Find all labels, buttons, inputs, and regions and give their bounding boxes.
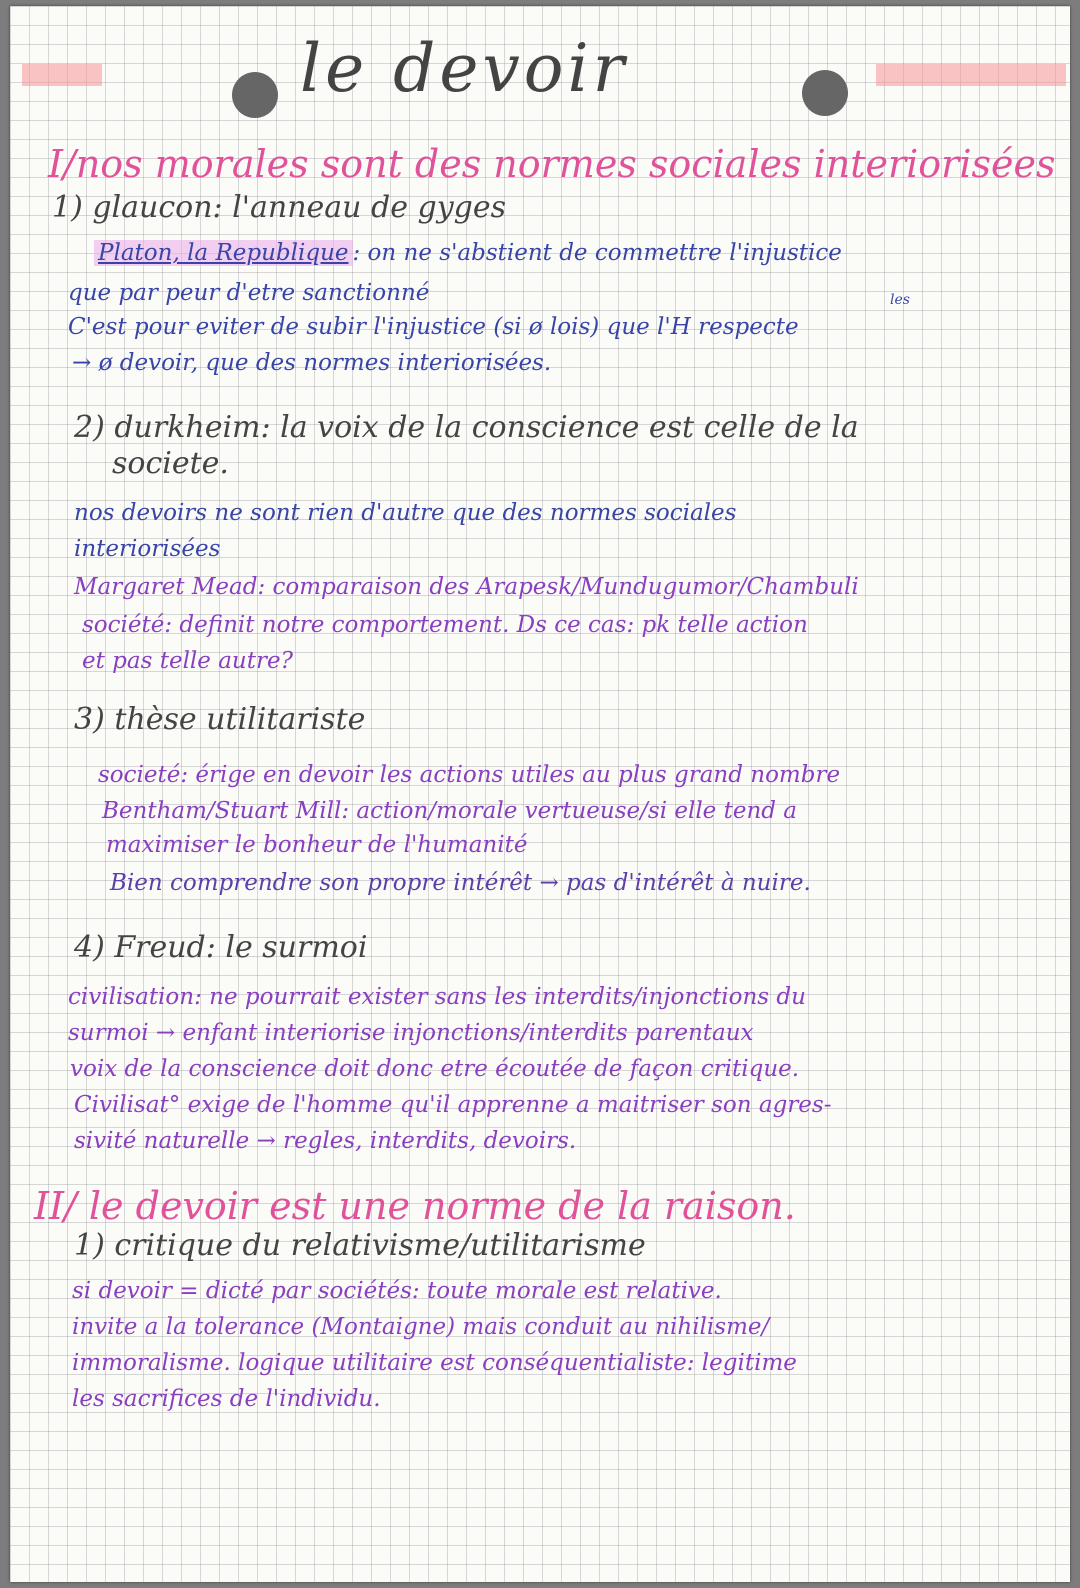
p2-s1-line3: immoralisme. logique utilitaire est conséquentialiste: legitime [72,1350,797,1376]
p2-s1-line4: les sacrifices de l'individu. [72,1386,381,1412]
p2-s1-line1: si devoir = dicté par sociétés: toute morale est relative. [72,1278,722,1304]
s4-line5: sivité naturelle → regles, interdits, devoirs. [74,1128,577,1154]
s3-title: 3) thèse utilitariste [74,702,366,737]
s1-line3: C'est pour eviter de subir l'injustice (si ø lois) que l'H respecte [68,314,799,340]
s4-line4: Civilisat° exige de l'homme qu'il apprenne a maitriser son agres- [74,1092,832,1118]
highlight-mark-right [876,64,1066,86]
s1-annotation: les [890,292,910,308]
punch-hole-left [232,72,278,118]
s1-title: 1) glaucon: l'anneau de gyges [52,190,507,225]
s2-line5: et pas telle autre? [82,648,293,674]
s3-line1: societé: érige en devoir les actions utiles au plus grand nombre [98,762,841,788]
s2-line4: société: definit notre comportement. Ds ce cas: pk telle action [82,612,808,638]
s3-line4: Bien comprendre son propre intérêt → pas d'intérêt à nuire. [110,870,811,896]
s4-line3: voix de la conscience doit donc etre écoutée de façon critique. [70,1056,800,1082]
s1-reference: Platon, la Republique [94,240,353,266]
part2-heading: II/ le devoir est une norme de la raison. [34,1184,796,1228]
s2-line2: interiorisées [74,536,221,562]
s1-line4: → ø devoir, que des normes interiorisées. [72,350,552,376]
p2-s1-line2: invite a la tolerance (Montaigne) mais conduit au nihilisme/ [72,1314,770,1340]
s4-line1: civilisation: ne pourrait exister sans les interdits/injonctions du [68,984,806,1010]
highlight-mark-left [22,64,102,86]
p2-s1-title: 1) critique du relativisme/utilitarisme [74,1228,646,1263]
notebook-page [10,6,1070,1582]
s1-line2: que par peur d'etre sanctionné [68,280,430,306]
s2-line1: nos devoirs ne sont rien d'autre que des normes sociales [74,500,737,526]
s2-title-line2: societe. [112,446,229,481]
page-title: le devoir [300,30,629,107]
part1-heading: I/nos morales sont des normes sociales interiorisées [48,142,1056,186]
s4-title: 4) Freud: le surmoi [74,930,368,965]
s3-line3: maximiser le bonheur de l'humanité [106,832,528,858]
punch-hole-right [802,70,848,116]
s3-line2: Bentham/Stuart Mill: action/morale vertueuse/si elle tend a [102,798,798,824]
s1-line1 [94,240,842,266]
s1-line1-text: : on ne s'abstient de commettre l'injustice [352,240,842,266]
s2-title-line1: 2) durkheim: la voix de la conscience est celle de la [74,410,859,445]
s2-line3: Margaret Mead: comparaison des Arapesk/Mundugumor/Chambuli [74,574,859,600]
s4-line2: surmoi → enfant interiorise injonctions/interdits parentaux [68,1020,754,1046]
